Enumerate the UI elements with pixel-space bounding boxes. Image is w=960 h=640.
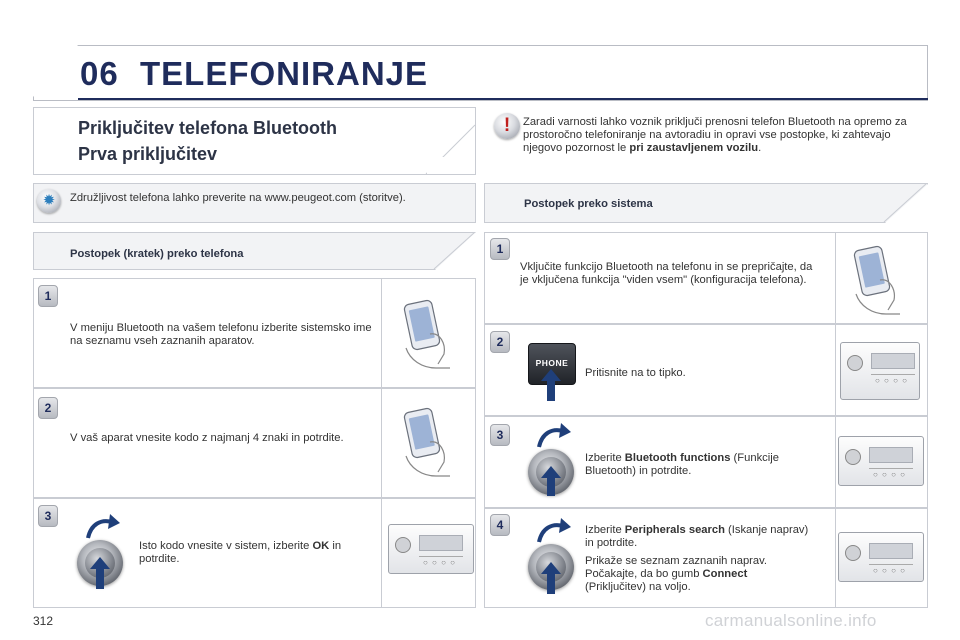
right-step-2-text: Pritisnite na to tipko. bbox=[585, 367, 686, 379]
tip-icon bbox=[37, 189, 61, 213]
left-step-3-text: Isto kodo vnesite v sistem, izberite OK in potrdite. bbox=[139, 540, 342, 565]
left-image-divider bbox=[381, 278, 382, 608]
step-badge-3: 3 bbox=[38, 505, 58, 527]
right-step-4-text-1: Izberite Peripherals search (Iskanje naprav) in potrdite. bbox=[585, 524, 809, 549]
page-subtitle: Prva priključitev bbox=[78, 144, 218, 164]
chapter-title: TELEFONIRANJE bbox=[140, 55, 429, 92]
right-step-3-text: Izberite Bluetooth functions (Funkcije Bluetooth) in potrdite. bbox=[585, 452, 779, 477]
phone-hand-icon bbox=[400, 298, 456, 370]
left-step-1-text: V meniju Bluetooth na vašem telefonu izberite sistemsko ime na seznamu vseh zaznanih aparatov. bbox=[70, 322, 372, 347]
step-badge-3: 3 bbox=[490, 424, 510, 446]
press-arrow-icon bbox=[541, 562, 561, 594]
rotate-arrow-icon bbox=[536, 423, 572, 449]
step-badge-2: 2 bbox=[490, 331, 510, 353]
step-badge-1: 1 bbox=[490, 238, 510, 260]
left-step-2-text: V vaš aparat vnesite kodo z najmanj 4 znaki in potrdite. bbox=[70, 432, 344, 444]
radio-unit-icon bbox=[388, 524, 474, 574]
warning-text: Zaradi varnosti lahko voznik priključi prenosni telefon Bluetooth na opremo za prostoročno telefoniranje na avtoradiu in opravi vse postopke, ki zahtevajo njegovo pozornost le pri zaustavljenem vozilu. bbox=[523, 116, 907, 154]
step-badge-4: 4 bbox=[490, 514, 510, 536]
phone-hand-icon bbox=[850, 244, 906, 316]
watermark: carmanualsonline.info bbox=[705, 611, 877, 630]
step-badge-2: 2 bbox=[38, 397, 58, 419]
right-step-1-text: Vključite funkcijo Bluetooth na telefonu in se prepričajte, da je vključena funkcija "viden vsem" (konfiguracija telefona). bbox=[520, 261, 813, 286]
press-arrow-icon bbox=[90, 557, 110, 589]
press-arrow-icon bbox=[541, 369, 561, 401]
left-section-heading: Postopek (kratek) preko telefona bbox=[70, 248, 244, 260]
header-underline bbox=[78, 98, 928, 100]
exclamation-icon: ! bbox=[494, 113, 520, 139]
phone-hand-icon bbox=[400, 406, 456, 478]
right-image-divider bbox=[835, 232, 836, 608]
radio-unit-icon bbox=[838, 436, 924, 486]
right-section-heading: Postopek preko sistema bbox=[524, 198, 653, 210]
note-text: Združljivost telefona lahko preverite na www.peugeot.com (storitve). bbox=[70, 192, 406, 204]
phone-key-icon: PHONE bbox=[528, 343, 576, 385]
page-number: 312 bbox=[33, 614, 54, 628]
radio-unit-icon bbox=[840, 342, 920, 400]
chapter-number: 06 bbox=[80, 55, 119, 92]
page-title: Priključitev telefona Bluetooth bbox=[78, 118, 338, 138]
rotate-arrow-icon bbox=[85, 514, 121, 540]
rotate-arrow-icon bbox=[536, 518, 572, 544]
right-step-4-text-2: Prikaže se seznam zaznanih naprav. Počakajte, da bo gumb Connect (Priključitev) na voljo. bbox=[585, 555, 767, 593]
radio-unit-icon bbox=[838, 532, 924, 582]
step-badge-1: 1 bbox=[38, 285, 58, 307]
press-arrow-icon bbox=[541, 466, 561, 496]
